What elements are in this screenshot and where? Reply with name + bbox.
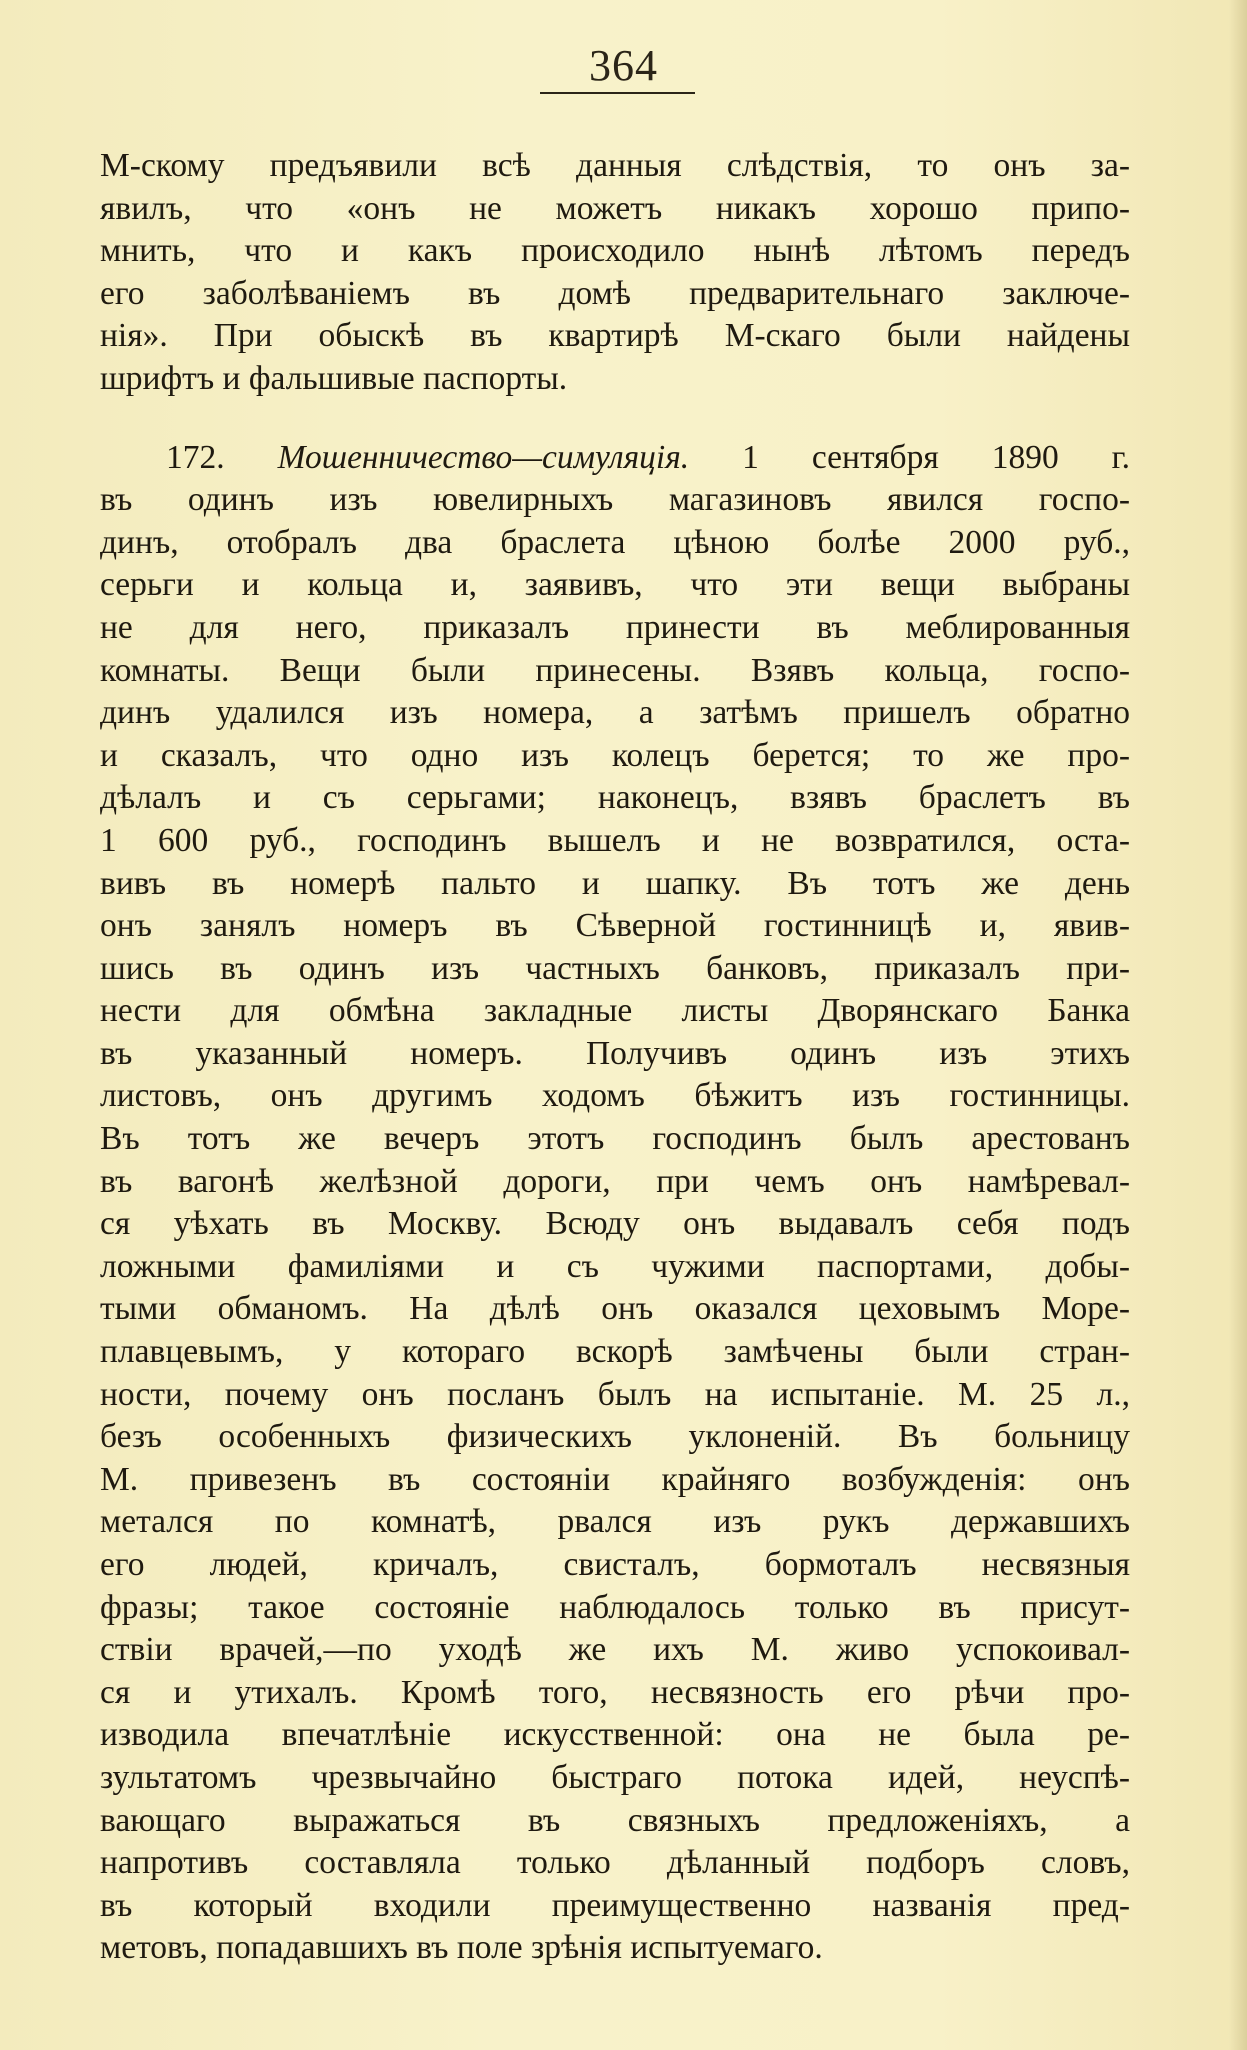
paragraph-case-172 [100,437,1130,1970]
text-line: плавцевымъ, у котораго вскорѣ замѣчены были стран- [100,1333,1130,1371]
text-line: ложными фамиліями и съ чужими паспортами, добы- [100,1247,1130,1285]
text-line: М. привезенъ въ состояніи крайняго возбужденія: онъ [100,1460,1130,1498]
text-line: ся уѣхать въ Москву. Всюду онъ выдавалъ себя подъ [100,1205,1130,1243]
body-text [100,145,1130,1970]
first-line [100,437,1130,480]
text-line: вающаго выражаться въ связныхъ предложеніяхъ, а [100,1801,1130,1839]
page-edge-shadow [1229,0,1247,2050]
text-line: фразы; такое состояніе наблюдалось только въ присут- [100,1588,1130,1626]
text-line: мнить, что и какъ происходило нынѣ лѣтомъ передъ [100,232,1130,270]
text-line: его заболѣваніемъ въ домѣ предварительнаго заключе- [100,274,1130,312]
text-line: и сказалъ, что одно изъ колецъ берется; то же про- [100,736,1130,774]
text-line: въ который входили преимущественно названія пред- [100,1886,1130,1924]
text-line: нія». При обыскѣ въ квартирѣ М-скаго были найдены [100,317,1130,355]
text-line: метовъ, попадавшихъ въ поле зрѣнія испытуемаго. [100,1929,823,1967]
text-line: дѣлалъ и съ серьгами; наконецъ, взявъ браслетъ въ [100,779,1130,817]
text-line: М-скому предъявили всѣ данныя слѣдствія, то онъ за- [100,147,1130,184]
text-line: ности, почему онъ посланъ былъ на испытаніе. М. 25 л., [100,1375,1130,1413]
text-line: въ одинъ изъ ювелирныхъ магазиновъ явился госпо- [100,481,1130,519]
case-title: Мошенничество—симуляція. [277,438,690,476]
text-line: комнаты. Вещи были принесены. Взявъ кольца, госпо- [100,651,1130,689]
text-line: зультатомъ чрезвычайно быстраго потока идей, неуспѣ- [100,1758,1130,1796]
text-line: метался по комнатѣ, рвался изъ рукъ державшихъ [100,1503,1130,1541]
text-line: безъ особенныхъ физическихъ уклоненій. Въ больницу [100,1418,1130,1456]
text-line: серьги и кольца и, заявивъ, что эти вещи выбраны [100,566,1130,604]
page-header [0,40,1247,91]
page-number: 364 [589,41,658,90]
text-line: въ вагонѣ желѣзной дороги, при чемъ онъ намѣревал- [100,1162,1130,1200]
text-line: динъ удалился изъ номера, а затѣмъ пришелъ обратно [100,694,1130,732]
text-line: напротивъ составляла только дѣланный подборъ словъ, [100,1844,1130,1882]
text-line: нести для обмѣна закладные листы Дворянскаго Банка [100,992,1130,1030]
text-line: онъ занялъ номеръ въ Сѣверной гостинницѣ и, явив- [100,907,1130,945]
text-line: его людей, кричалъ, свисталъ, бормоталъ несвязныя [100,1546,1130,1583]
text-line: явилъ, что «онъ не можетъ никакъ хорошо припо- [100,189,1130,227]
text-line: тыми обманомъ. На дѣлѣ онъ оказался цеховымъ Море- [100,1290,1130,1328]
header-rule [540,92,695,94]
first-line-rest: 1 сентября 1890 г. [742,438,1131,476]
paragraph-continuation [100,145,1130,401]
case-number: 172. [166,438,225,476]
text-line: шись въ одинъ изъ частныхъ банковъ, приказалъ при- [100,949,1130,987]
text-line: ся и утихалъ. Кромѣ того, несвязность его рѣчи про- [100,1673,1130,1711]
text-line: не для него, приказалъ принести въ меблированныя [100,608,1130,646]
text-line: листовъ, онъ другимъ ходомъ бѣжитъ изъ гостинницы. [100,1077,1130,1115]
text-line: шрифтъ и фальшивые паспорты. [100,359,568,397]
text-line: динъ, отобралъ два браслета цѣною болѣе 2000 руб., [100,523,1130,561]
text-line: Въ тотъ же вечеръ этотъ господинъ былъ арестованъ [100,1120,1130,1158]
text-line: въ указанный номеръ. Получивъ одинъ изъ этихъ [100,1034,1130,1072]
text-line: 1 600 руб., господинъ вышелъ и не возвратился, оста- [100,821,1130,859]
text-line: изводила впечатлѣніе искусственной: она не была ре- [100,1716,1130,1754]
text-line: ствіи врачей,—по уходѣ же ихъ М. живо успокоивал- [100,1631,1130,1669]
text-line: вивъ въ номерѣ пальто и шапку. Въ тотъ же день [100,864,1130,902]
